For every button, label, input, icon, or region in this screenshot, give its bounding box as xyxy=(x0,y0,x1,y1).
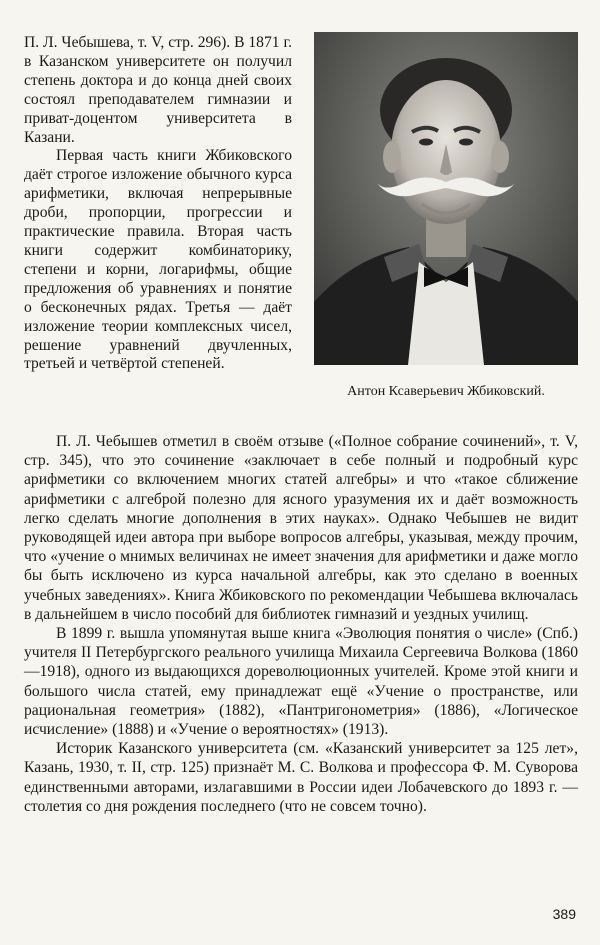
paragraph-chebyshev-review: П. Л. Чебышев отметил в своём отзыве («Полное собрание сочинений», т. V, стр. 345), что это сочинение «заключает в себе полный и подробный курс арифметики со включением многих статей алгебры» и что «такое сближение арифметики с алгеброй полезно для ясного уразумения их и даёт возможность легко сделать многие дополнения в этих науках». Однако Чебышев не видит руководящей идеи автора при выборе вопросов алгебры, указывая, между прочим, что «учение о мнимых величинах не имеет значения для арифметики и даже могло бы быть исключено из курса начальной алгебры, как это сделано в военных учебных заведениях». Книга Жбиковского по рекомендации Чебышева включалась в дальнейшем в число пособий для библиотек гимназий и уездных училищ. xyxy=(24,433,578,623)
portrait-caption: Антон Ксаверьевич Жбиковский. xyxy=(347,384,545,399)
left-column-text xyxy=(24,34,292,374)
page-number: 389 xyxy=(552,906,576,922)
portrait-illustration xyxy=(314,32,578,365)
paragraph-book-description: Первая часть книги Жбиковского даёт строгое изложение обычного курса арифметики, включая непрерывные дроби, пропорции, прогрессии и практические правила. Вторая часть книги содержит комбинаторику, степени и корни, логарифмы, общие предложения об уравнениях и понятие о бесконечных рядах. Третья — даёт изложение теории комплексных чисел, решение уравнений двучленных, третьей и четвёртой степеней. xyxy=(24,147,292,373)
paragraph-kazan-historian: Историк Казанского университета (см. «Казанский университет за 125 лет», Казань, 1930, т. II, стр. 125) признаёт М. С. Волкова и профессора Ф. М. Суворова единственными авторами, излагавшими в России идеи Лобачевского до 1893 г. — столетия со дня рождения последнего (что не совсем точно). xyxy=(24,740,578,815)
paragraph-volkov: В 1899 г. вышла упомянутая выше книга «Эволюция понятия о числе» (Спб.) учителя II Петербургского реального училища Михаила Сергеевича Волкова (1860—1918), одного из выдающихся дореволюционных учителей. Кроме этой книги и большого числа статей, ему принадлежат ещё «Учение о пространстве, или рациональная геометрия» (1882), «Пантригонометрия» (1886), «Логическое исчисление» (1888) и «Учение о вероятностях» (1913). xyxy=(24,625,578,739)
main-text xyxy=(24,432,578,816)
portrait-photo xyxy=(314,32,578,365)
paragraph-continuation: П. Л. Чебышева, т. V, стр. 296). В 1871 г. в Казанском университете он получил степень доктора и до конца дней своих состоял преподавателем гимназии и приват-доцентом университета в Казани. xyxy=(24,34,293,146)
